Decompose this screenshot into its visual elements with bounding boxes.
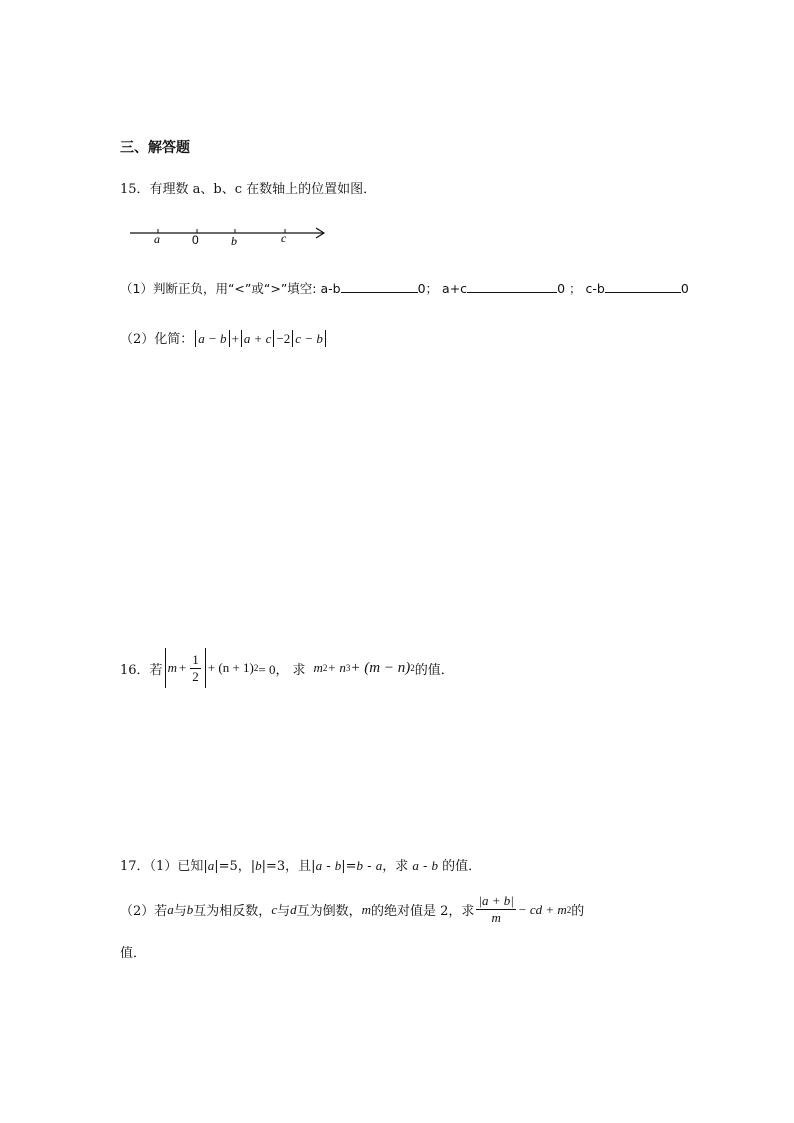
equals-zero: = 0， [258, 661, 289, 677]
op-plus: + [231, 331, 239, 346]
var: b [356, 858, 364, 873]
answer-blank-2[interactable] [467, 280, 557, 293]
frac-denominator: 2 [192, 668, 199, 684]
exp: 2 [410, 663, 415, 673]
rhs-1: 0； [417, 281, 439, 296]
abs-bar-tall [165, 648, 166, 688]
text: 互为倒数， [296, 904, 362, 919]
label-b: b [231, 234, 237, 248]
text: ，求 [382, 859, 413, 874]
frac-numerator: 1 [192, 651, 199, 667]
q15-part2-prefix: （2）化简： [120, 332, 194, 347]
var: b [334, 858, 342, 873]
q16-tail: 的值． [414, 662, 454, 678]
text: 互为相反数， [193, 904, 272, 919]
text: 与 [173, 904, 187, 919]
var: a [167, 901, 174, 917]
expr-a-plus-c: a+c [442, 281, 468, 296]
q17-part2-line2: 值． [120, 946, 147, 961]
q15-part1 [120, 279, 689, 297]
exp: 3 [345, 663, 351, 673]
section-title: 三、解答题 [120, 140, 190, 156]
q17-part1 [120, 855, 481, 874]
var: a [375, 858, 383, 873]
label-a: a [154, 232, 160, 246]
q17-p2-prefix: （2）若 [120, 904, 168, 919]
text: 的值． [438, 859, 482, 874]
label-0: 0 [192, 233, 199, 247]
number-line [125, 222, 335, 250]
var: a [412, 858, 419, 873]
text: 的 [571, 904, 585, 919]
coef-2: 2 [283, 331, 291, 346]
var: d [290, 901, 297, 917]
term-cd-m2: − cd + m [517, 901, 567, 917]
text: 的绝对值是 2，求 [371, 904, 475, 919]
abs-bar [229, 330, 230, 347]
term-c-minus-b: c − b [295, 331, 323, 346]
q15-stem: 15．有理数 a、b、c 在数轴上的位置如图． [120, 182, 377, 197]
abs-bar [273, 330, 274, 347]
op-plus: + [178, 660, 187, 675]
text: |=3，且| [261, 859, 316, 874]
q16 [120, 648, 454, 688]
abs-bar-tall [205, 648, 206, 688]
rhs-3: 0 [680, 281, 689, 296]
label-c: c [281, 231, 287, 245]
var: b [255, 858, 262, 873]
var: a [315, 858, 323, 873]
abs-bar [325, 330, 326, 347]
q16-number: 16． [120, 662, 150, 678]
expr-c-minus-b: c-b [585, 281, 605, 296]
exp: 2 [566, 904, 572, 915]
var: a [207, 858, 215, 873]
abs-bar [241, 330, 242, 347]
expr-a-minus-b: a-b [320, 281, 341, 296]
text: 与 [277, 904, 291, 919]
op-minus: − [276, 331, 284, 346]
term-n-plus-1: + (n + 1) [207, 660, 254, 675]
text: - [418, 859, 432, 874]
q16-ruo: 若 [149, 662, 163, 678]
text: |=5，| [214, 859, 256, 874]
var: m [361, 901, 372, 917]
abs-bar [292, 330, 293, 347]
fraction-abs-a-plus-b-over-m [476, 893, 515, 926]
var-m: m [167, 660, 177, 675]
var: b [186, 901, 194, 917]
answer-blank-3[interactable] [605, 280, 681, 293]
term-n: + n [327, 660, 346, 675]
term-m-minus-n: + (m − n) [350, 659, 411, 676]
exp: 2 [253, 663, 259, 673]
exp: 2 [322, 663, 328, 673]
q16-qiu: 求 [292, 662, 306, 678]
term-a-plus-c: a + c [243, 331, 272, 346]
text: - [322, 859, 335, 874]
q17-p1-prefix: 17．（1）已知| [120, 859, 208, 874]
var: b [431, 858, 439, 873]
var: c [271, 901, 278, 917]
answer-blank-1[interactable] [341, 280, 418, 293]
term-a-minus-b: a − b [198, 331, 227, 346]
fraction-one-half [190, 652, 201, 685]
text: - [363, 859, 376, 874]
frac-denominator: m [491, 910, 501, 925]
q15-part2 [120, 328, 328, 347]
text: |= [341, 859, 357, 874]
rhs-2: 0 ； [557, 281, 582, 296]
frac-numerator: |a + b| [478, 893, 514, 908]
q17-part2 [120, 893, 584, 926]
var-m2: m [313, 660, 323, 675]
q15-part1-prefix: （1）判断正负，用“<”或“>”填空: [120, 281, 321, 296]
abs-bar [195, 330, 196, 347]
